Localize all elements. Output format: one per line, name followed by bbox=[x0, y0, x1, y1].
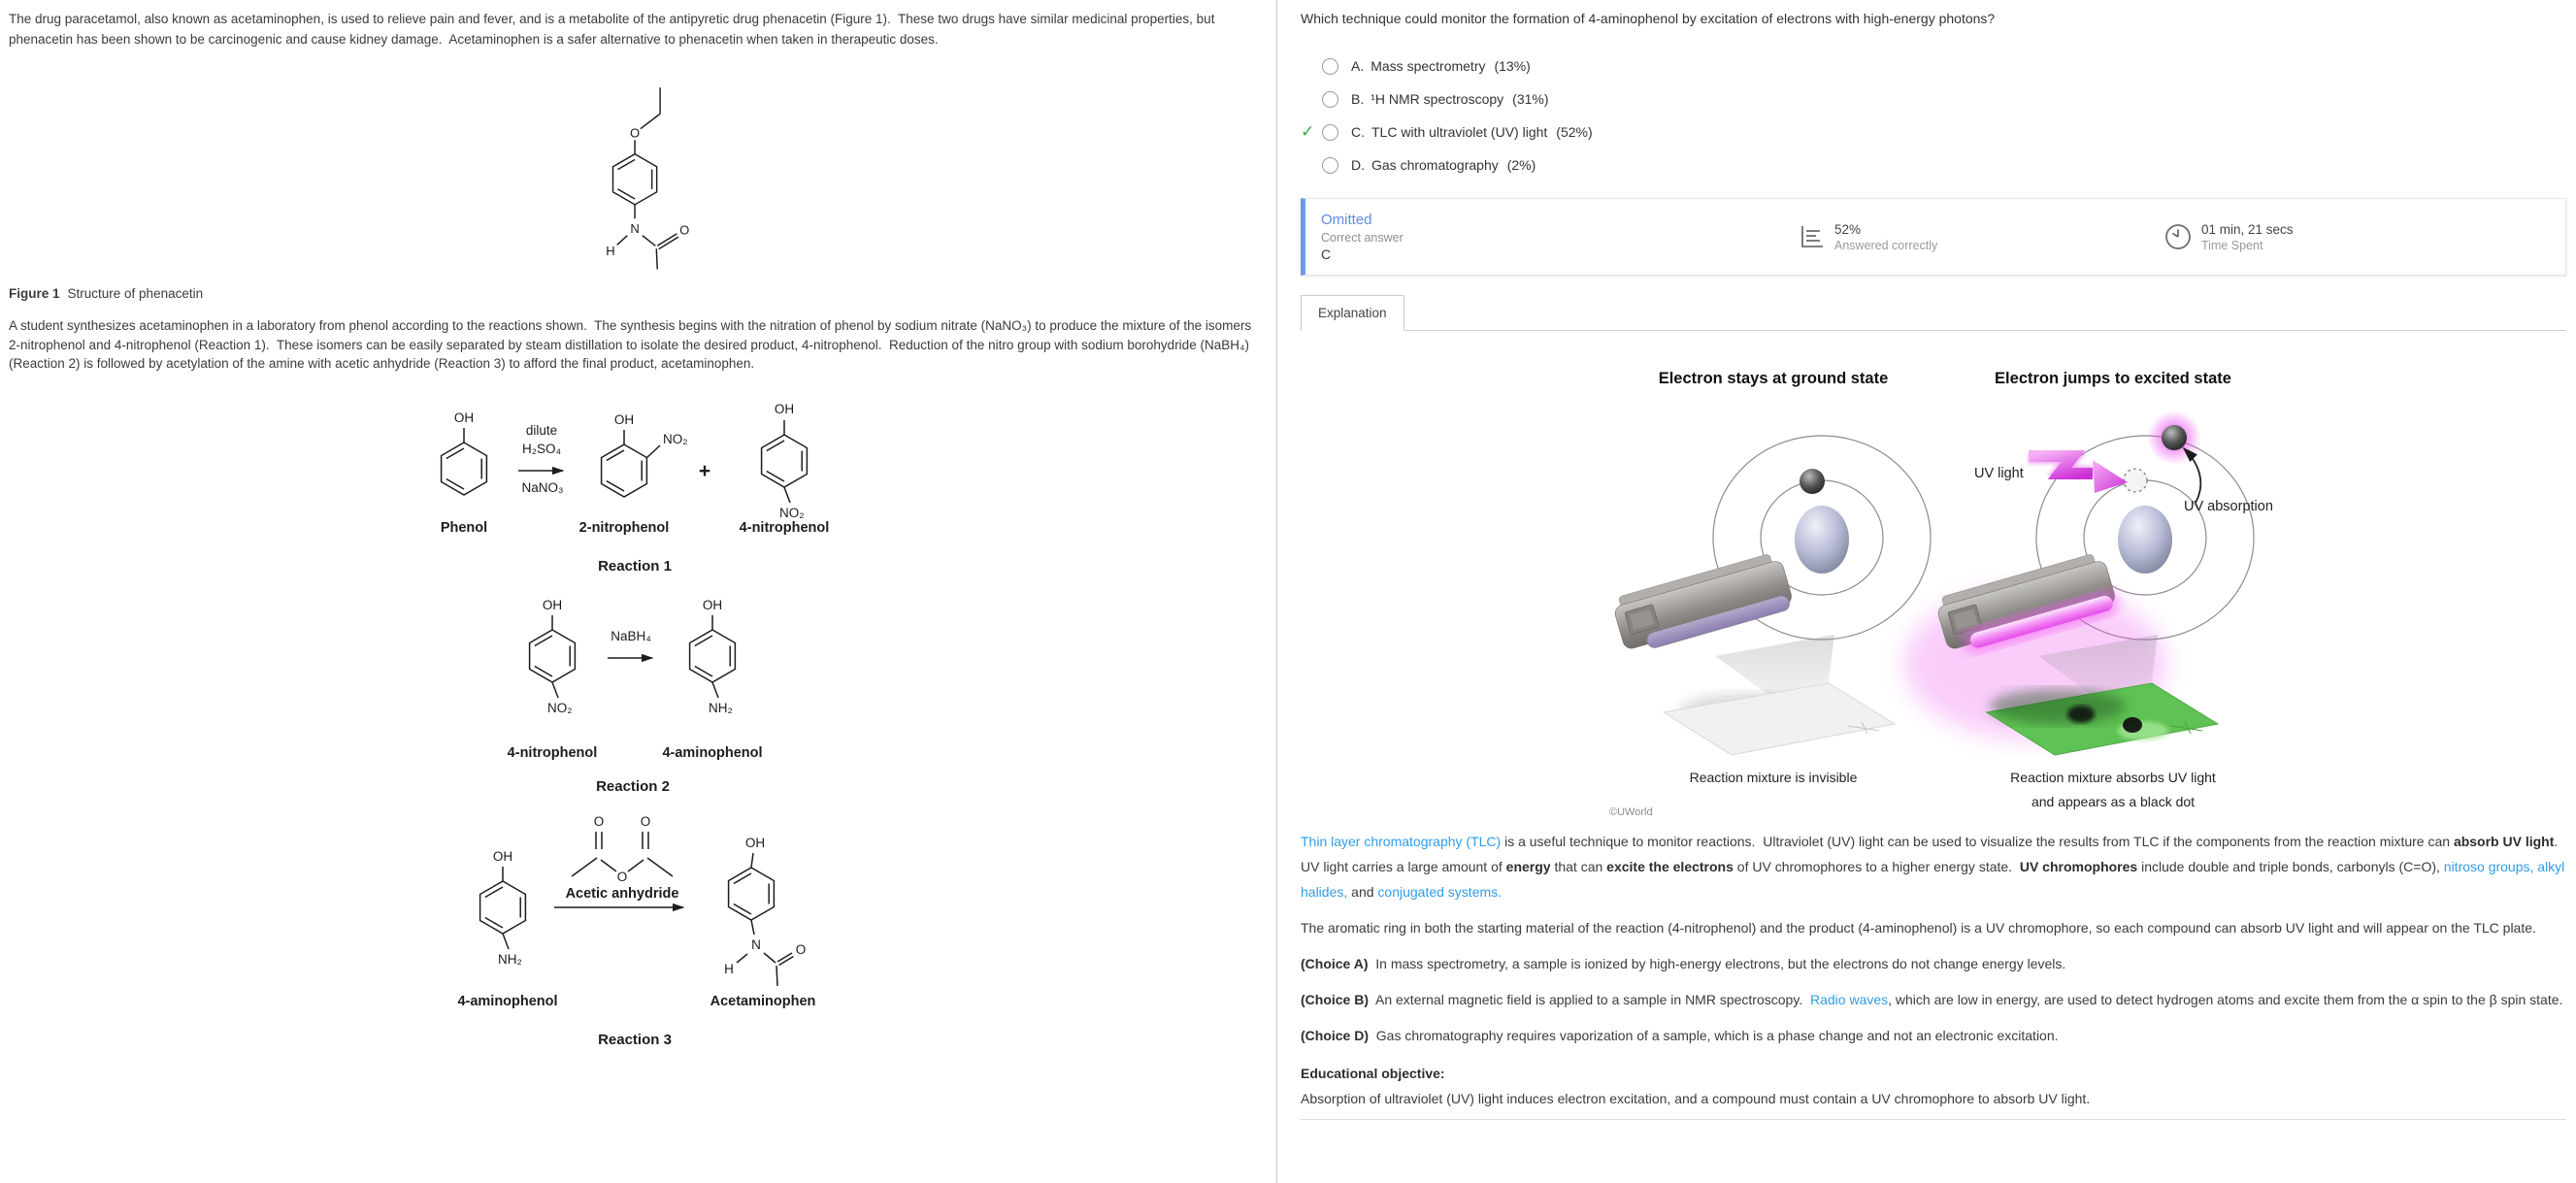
option-c-percent: (52%) bbox=[1556, 124, 1593, 140]
uv-lamp-off bbox=[1611, 551, 1796, 656]
excited-electron bbox=[2162, 425, 2187, 450]
plus-sign: + bbox=[698, 459, 710, 482]
option-a-letter: A. bbox=[1351, 58, 1365, 74]
acetaminophen-h-label: H bbox=[723, 961, 734, 976]
r2-right-nh2-label: NH₂ bbox=[708, 700, 733, 715]
reaction-1-caption: Reaction 1 bbox=[597, 557, 672, 575]
acetaminophen-oh-label: OH bbox=[744, 835, 765, 850]
figure-1-caption: Figure 1 Structure of phenacetin bbox=[9, 286, 204, 301]
electron-vacancy bbox=[2124, 469, 2147, 492]
r2-left-oh-label: OH bbox=[542, 597, 562, 612]
choice-b-explanation: (Choice B) An external magnetic field is applied to a sample in NMR spectroscopy. Radio waves, which are low in energy, are used to detect hydrogen atoms and excite them from the α spin to the β spin state. bbox=[1301, 992, 2563, 1007]
result-summary-box bbox=[1301, 198, 2566, 276]
phenacetin-o-label: O bbox=[629, 125, 640, 141]
option-a-percent: (13%) bbox=[1494, 58, 1531, 74]
phenacetin-h-label: H bbox=[605, 243, 615, 258]
educational-objective-text: Absorption of ultraviolet (UV) light induces electron excitation, and a compound must contain a UV chromophore to absorb UV light. bbox=[1301, 1091, 2091, 1106]
r2-left-name: 4-nitrophenol bbox=[507, 744, 597, 761]
choice-d-explanation: (Choice D) Gas chromatography requires vaporization of a sample, which is a phase change and not an electronic excitation. bbox=[1301, 1028, 2059, 1043]
r2-left-no2-label: NO₂ bbox=[546, 700, 572, 715]
time-spent-stat bbox=[2163, 222, 2294, 252]
nucleus bbox=[1795, 506, 1849, 574]
option-b[interactable] bbox=[1301, 82, 2566, 115]
option-c-text: TLC with ultraviolet (UV) light bbox=[1371, 124, 1548, 140]
answer-options bbox=[1301, 49, 2566, 181]
explanation-paragraph-1: Thin layer chromatography (TLC) is a useful technique to monitor reactions. Ultraviolet (UV) light can be used to visualize the results from TLC if the components from the reaction mixture can absorb UV light. UV light carries a large amount of energy that can excite the electrons of UV chromophores to a higher energy state. UV chromophores include double and triple bonds, carbonyls (C=O), nitroso groups, alkyl halides, and conjugated systems. bbox=[1301, 834, 2569, 900]
option-c[interactable] bbox=[1301, 115, 2566, 148]
option-a[interactable] bbox=[1301, 49, 2566, 82]
reaction-2-caption: Reaction 2 bbox=[595, 777, 670, 795]
option-d-text: Gas chromatography bbox=[1371, 157, 1499, 173]
ground-state-heading: Electron stays at ground state bbox=[1658, 370, 1889, 387]
uv-absorption-label: UV absorption bbox=[2184, 499, 2273, 514]
option-d-percent: (2%) bbox=[1506, 157, 1536, 173]
phenacetin-n-label: N bbox=[629, 220, 640, 236]
r3-left-name: 4-aminophenol bbox=[456, 993, 558, 1009]
correct-check-icon: ✓ bbox=[1301, 122, 1315, 141]
acetaminophen-name: Acetaminophen bbox=[710, 993, 815, 1009]
reaction-3-figure bbox=[384, 801, 889, 1061]
caption-right: Reaction mixture absorbs UV light and appears as a black dot bbox=[2010, 770, 2216, 809]
4-nitrophenol-no2-label: NO₂ bbox=[778, 505, 804, 520]
r3-left-nh2-label: NH₂ bbox=[497, 951, 522, 967]
question-text: Which technique could monitor the formation of 4-aminophenol by excitation of electrons with high-energy photons? bbox=[1301, 11, 1996, 26]
option-a-text: Mass spectrometry bbox=[1371, 58, 1486, 74]
figure-1-label: Figure 1 bbox=[9, 286, 60, 301]
acetaminophen-n-label: N bbox=[750, 937, 761, 952]
phenacetin-carbonyl-o-label: O bbox=[678, 222, 689, 238]
option-b-percent: (31%) bbox=[1512, 91, 1549, 107]
tab-explanation[interactable]: Explanation bbox=[1301, 295, 1404, 331]
tlc-plate-white bbox=[1664, 683, 1895, 755]
2-nitrophenol-oh-label: OH bbox=[613, 411, 634, 427]
reagent-nabh4: NaBH₄ bbox=[610, 628, 651, 643]
tlc-spot-1 bbox=[2067, 706, 2095, 723]
answered-pct: 52% bbox=[1834, 221, 1862, 237]
2-nitrophenol-name: 2-nitrophenol bbox=[578, 519, 669, 536]
electron-excitation-figure bbox=[1603, 392, 2283, 766]
tlc-spot-2 bbox=[2123, 717, 2142, 733]
correct-answer-label: Correct answer bbox=[1321, 231, 1404, 245]
r2-right-name: 4-aminophenol bbox=[661, 744, 763, 761]
option-b-text: ¹H NMR spectroscopy bbox=[1371, 91, 1504, 107]
option-b-radio[interactable] bbox=[1322, 91, 1338, 108]
option-d[interactable] bbox=[1301, 148, 2566, 181]
time-spent-value: 01 min, 21 secs bbox=[2201, 221, 2294, 237]
passage-paragraph-1: The drug paracetamol, also known as acetaminophen, is used to relieve pain and fever, and is a metabolite of the antipyretic drug phenacetin (Figure 1). These two drugs have similar medicinal properties, but phenacetin has been shown to be carcinogenic and cause kidney damage. Acetaminophen is a safer alternative to phenacetin when taken in therapeutic doses. bbox=[9, 12, 1219, 47]
figure-captions bbox=[1603, 766, 2283, 814]
reaction-3-caption: Reaction 3 bbox=[597, 1031, 672, 1048]
question-panel bbox=[1277, 0, 2576, 1183]
reagent-dilute: dilute bbox=[525, 422, 557, 438]
figure-headings bbox=[1603, 370, 2283, 388]
r2-right-oh-label: OH bbox=[702, 597, 722, 612]
2-nitrophenol-no2-label: NO₂ bbox=[662, 431, 687, 446]
reagent-h2so4: H₂SO₄ bbox=[521, 441, 561, 456]
nucleus bbox=[2118, 506, 2172, 574]
educational-objective-heading: Educational objective: bbox=[1301, 1066, 1445, 1081]
caption-left: Reaction mixture is invisible bbox=[1689, 770, 1858, 785]
4-nitrophenol-oh-label: OH bbox=[774, 401, 794, 416]
ground-electron bbox=[1800, 469, 1825, 494]
passage-panel bbox=[0, 0, 1275, 1183]
uv-light-label: UV light bbox=[1974, 466, 2024, 481]
4-nitrophenol-name: 4-nitrophenol bbox=[739, 519, 829, 536]
anhydride-center-o-label: O bbox=[616, 869, 627, 884]
passage-paragraph-2: A student synthesizes acetaminophen in a laboratory from phenol according to the reactions shown. The synthesis begins with the nitration of phenol by sodium nitrate (NaNO₃) to produce the mixture of the isomers 2-nitrophenol and 4-nitrophenol (Reaction 1). These isomers can be easily separated by steam distillation to isolate the desired product, 4-nitrophenol. Reduction of the nitro group with sodium borohydride (NaBH₄) (Reaction 2) is followed by acetylation of the amine with acetic anhydride (Reaction 3) to afford the final product, acetaminophen. bbox=[9, 318, 1255, 371]
acetaminophen-o-label: O bbox=[795, 941, 806, 957]
bar-chart-icon bbox=[1799, 223, 1826, 250]
option-c-letter: C. bbox=[1351, 124, 1365, 140]
bottom-divider bbox=[1301, 1119, 2566, 1121]
uworld-credit: ©UWorld bbox=[1609, 806, 1653, 818]
option-c-radio[interactable] bbox=[1322, 124, 1338, 141]
clock-icon bbox=[2163, 222, 2193, 251]
option-d-letter: D. bbox=[1351, 157, 1365, 173]
time-spent-label: Time Spent bbox=[2201, 238, 2263, 252]
tab-bar bbox=[1301, 295, 2566, 331]
phenacetin-structure-figure bbox=[520, 67, 753, 280]
option-a-radio[interactable] bbox=[1322, 58, 1338, 75]
reaction-2-figure bbox=[462, 583, 811, 795]
anhydride-o1-label: O bbox=[593, 813, 604, 829]
option-d-radio[interactable] bbox=[1322, 157, 1338, 174]
phenol-oh-label: OH bbox=[453, 410, 474, 425]
answered-correctly-stat bbox=[1799, 222, 2163, 252]
result-status-column bbox=[1321, 212, 1799, 262]
choice-a-explanation: (Choice A) In mass spectrometry, a sample is ionized by high-energy electrons, but the electrons do not change energy levels. bbox=[1301, 956, 2066, 971]
phenol-name: Phenol bbox=[440, 519, 487, 536]
reagent-nano3: NaNO₃ bbox=[520, 479, 564, 495]
acetic-anhydride-label: Acetic anhydride bbox=[565, 885, 678, 902]
explanation-paragraph-2: The aromatic ring in both the starting material of the reaction (4-nitrophenol) and the product (4-aminophenol) is a UV chromophore, so each compound can absorb UV light and will appear on the TLC plate. bbox=[1301, 920, 2536, 936]
status-text: Omitted bbox=[1321, 212, 1372, 228]
anhydride-o2-label: O bbox=[640, 813, 650, 829]
uv-bolt-arrow bbox=[2029, 456, 2093, 474]
excited-state-heading: Electron jumps to excited state bbox=[1995, 370, 2231, 387]
correct-answer-value: C bbox=[1321, 246, 1332, 262]
option-b-letter: B. bbox=[1351, 91, 1365, 107]
answered-label: Answered correctly bbox=[1834, 238, 1938, 252]
r3-left-oh-label: OH bbox=[492, 848, 512, 864]
reaction-1-figure bbox=[384, 383, 889, 577]
